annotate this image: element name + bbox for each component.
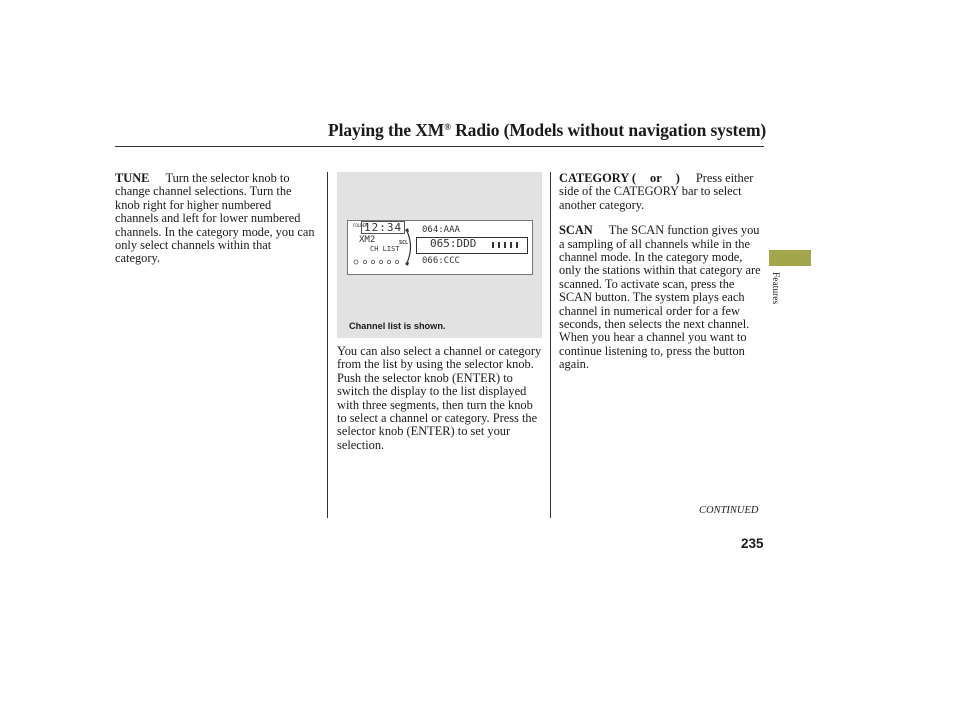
page-title: Playing the XM® Radio (Models without navigation system)	[328, 120, 767, 140]
section-tab	[769, 250, 811, 266]
lcd-clock: 12:34	[361, 221, 405, 234]
scan-section	[559, 224, 764, 371]
channel-list-section	[337, 345, 542, 452]
lcd-mode: CH LIST	[370, 245, 400, 253]
tune-section	[115, 172, 317, 266]
category-scan-column	[559, 172, 764, 372]
lcd-scroll-label: SCL	[399, 240, 409, 246]
scan-text: The SCAN function gives you a sampling of all channels while in the channel mode. In the category mode, only the stations within that category are scanned. To activate scan, press the SCAN button. The system plays each channel in numerical order for a few seconds, then selects the next channel. When you hear a channel you want to continue listening to, press the button again.	[559, 223, 761, 372]
scan-term: SCAN	[559, 223, 593, 238]
section-label: Features	[770, 272, 780, 305]
lcd-signal-bars-icon	[490, 241, 522, 249]
continued-label: CONTINUED	[699, 505, 759, 516]
lcd-channel-row-1: 064:AAA	[422, 225, 460, 235]
tune-text: Turn the selector knob to change channel selections. Turn the knob right for higher numbered channels and left for lower numbered channels. In the category mode, you can only select channels within that category.	[115, 171, 315, 266]
tune-term: TUNE	[115, 171, 150, 185]
category-text: Press either side of the CATEGORY bar to select another category.	[559, 171, 754, 212]
selector-knob-icon	[403, 226, 417, 268]
radio-lcd-display	[347, 220, 533, 275]
lcd-indicator-icon	[352, 257, 402, 267]
lcd-band: XM2	[359, 235, 376, 245]
column-divider-left	[327, 172, 328, 518]
lcd-channel-row-2: 065:DDD	[430, 237, 477, 250]
figure-caption: Channel list is shown.	[349, 321, 446, 331]
category-term: CATEGORY ( or )	[559, 171, 680, 185]
registered-mark: ®	[444, 122, 451, 132]
lcd-channel-row-3: 066:CCC	[422, 256, 460, 266]
radio-display-figure	[337, 172, 542, 338]
lcd-folder-label: FOLDER	[353, 223, 368, 228]
category-section	[559, 172, 764, 212]
page-number: 235	[741, 536, 764, 551]
channel-list-text: You can also select a channel or category from the list by using the selector knob. Push the selector knob (ENTER) to switch the display to the list displayed with three segments, then turn the knob to select a channel or category. Press the selector knob (ENTER) to set your selection.	[337, 344, 542, 452]
column-divider-right	[550, 172, 551, 518]
header-rule	[115, 146, 764, 147]
